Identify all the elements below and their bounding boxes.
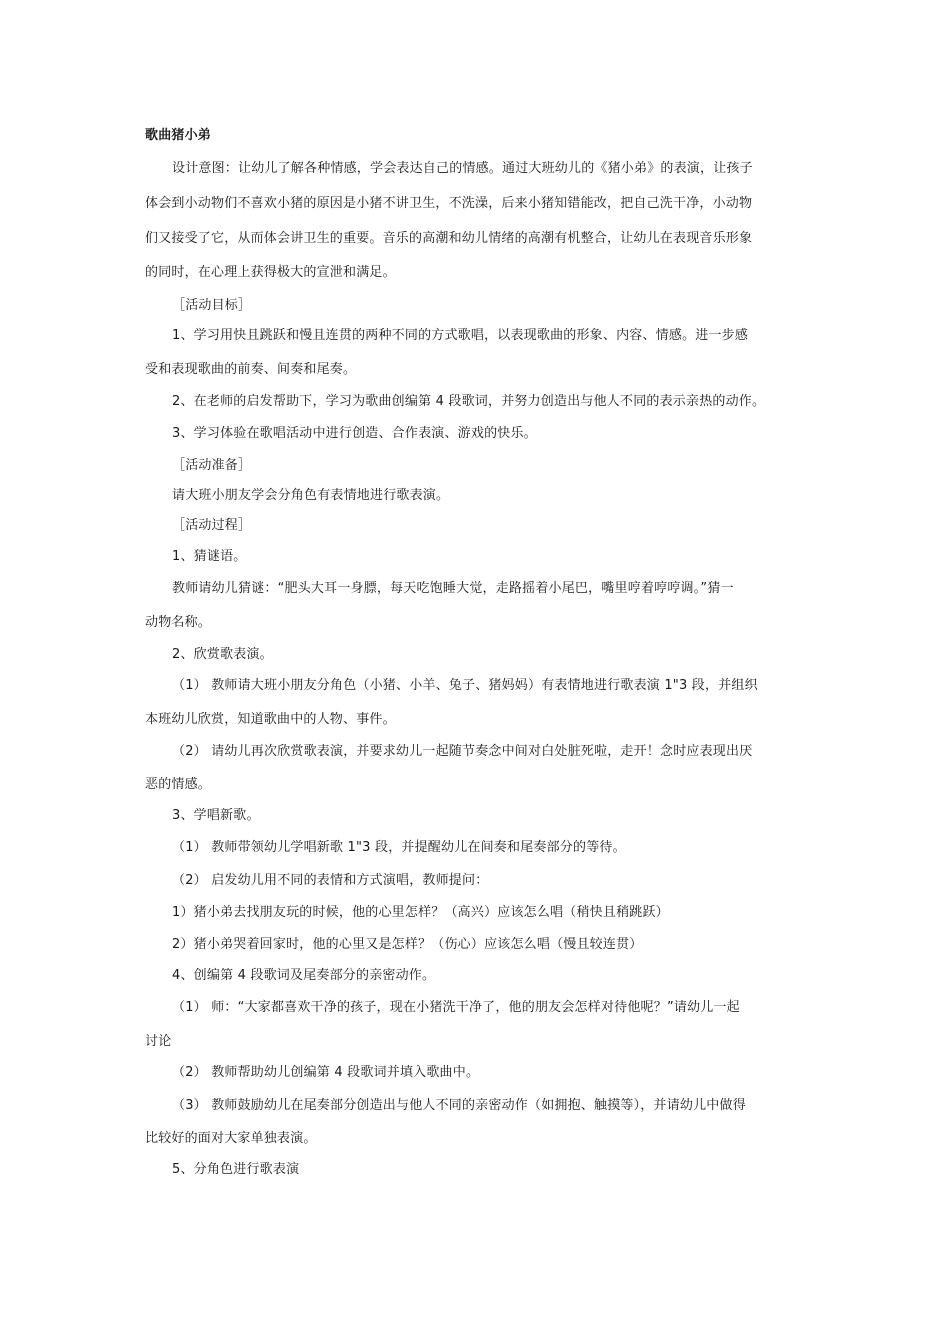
paragraph-line: 设计意图：让幼儿了解各种情感，学会表达自己的情感。通过大班幼儿的《猪小弟》的表演，让孩子 [172, 161, 753, 176]
paragraph-line: 恶的情感。 [145, 777, 212, 792]
paragraph-line: 本班幼儿欣赏，知道歌曲中的人物、事件。 [145, 712, 396, 727]
paragraph-line: 3、学习体验在歌唱活动中进行创造、合作表演、游戏的快乐。 [172, 426, 537, 441]
paragraph-line: 体会到小动物们不喜欢小猪的原因是小猪不讲卫生，不洗澡，后来小猪知错能改，把自己洗干净，小动物 [145, 196, 753, 211]
section-heading: ［活动目标］ [172, 298, 252, 313]
paragraph-line: 们又接受了它，从而体会讲卫生的重要。音乐的高潮和幼儿情绪的高潮有机整合，让幼儿在表现音乐形象 [145, 231, 753, 246]
paragraph-line: （2） 请幼儿再次欣赏歌表演，并要求幼儿一起随节奏念中间对白处脏死啦，走开！念时应表现出厌 [172, 744, 753, 759]
paragraph-line: 比较好的面对大家单独表演。 [145, 1131, 317, 1146]
paragraph-line: （3） 教师鼓励幼儿在尾奏部分创造出与他人不同的亲密动作（如拥抱、触摸等），并请幼儿中做得 [172, 1098, 746, 1113]
paragraph-line: 1）猪小弟去找朋友玩的时候，他的心里怎样？（高兴）应该怎么唱（稍快且稍跳跃） [172, 905, 669, 920]
paragraph-line: 2、在老师的启发帮助下，学习为歌曲创编第 4 段歌词，并努力创造出与他人不同的表示亲热的动作。 [172, 394, 766, 409]
paragraph-line: 4、创编第 4 段歌词及尾奏部分的亲密动作。 [172, 968, 436, 983]
paragraph-line: 讨论 [145, 1034, 172, 1049]
paragraph-line: 请大班小朋友学会分角色有表情地进行歌表演。 [172, 488, 450, 503]
paragraph-line: （1） 教师请大班小朋友分角色（小猪、小羊、兔子、猪妈妈）有表情地进行歌表演 1"3 段，并组织 [172, 678, 758, 693]
document-title: 歌曲猪小弟 [145, 128, 212, 143]
paragraph-line: 动物名称。 [145, 615, 212, 630]
paragraph-line: 的同时，在心理上获得极大的宣泄和满足。 [145, 265, 396, 280]
paragraph-line: 受和表现歌曲的前奏、间奏和尾奏。 [145, 362, 357, 377]
paragraph-line: 2）猪小弟哭着回家时，他的心里又是怎样？（伤心）应该怎么唱（慢且较连贯） [172, 937, 643, 952]
paragraph-line: 1、猜谜语。 [172, 549, 247, 564]
paragraph-line: （1） 教师带领幼儿学唱新歌 1"3 段，并提醒幼儿在间奏和尾奏部分的等待。 [172, 840, 626, 855]
paragraph-line: 教师请幼儿猜谜：“肥头大耳一身膘，每天吃饱睡大觉，走路摇着小尾巴，嘴里哼着哼哼调。”猜一 [172, 581, 734, 596]
section-heading: ［活动准备］ [172, 458, 252, 473]
paragraph-line: 1、学习用快且跳跃和慢且连贯的两种不同的方式歌唱，以表现歌曲的形象、内容、情感。进一步感 [172, 328, 749, 343]
paragraph-line: （2） 启发幼儿用不同的表情和方式演唱，教师提问： [172, 873, 489, 888]
paragraph-line: （1） 师：“大家都喜欢干净的孩子，现在小猪洗干净了，他的朋友会怎样对待他呢？”请幼儿一起 [172, 1000, 740, 1015]
section-heading: ［活动过程］ [172, 518, 252, 533]
paragraph-line: （2） 教师帮助幼儿创编第 4 段歌词并填入歌曲中。 [172, 1065, 480, 1080]
paragraph-line: 2、欣赏歌表演。 [172, 647, 273, 662]
paragraph-line: 5、分角色进行歌表演 [172, 1162, 300, 1177]
paragraph-line: 3、学唱新歌。 [172, 808, 260, 823]
